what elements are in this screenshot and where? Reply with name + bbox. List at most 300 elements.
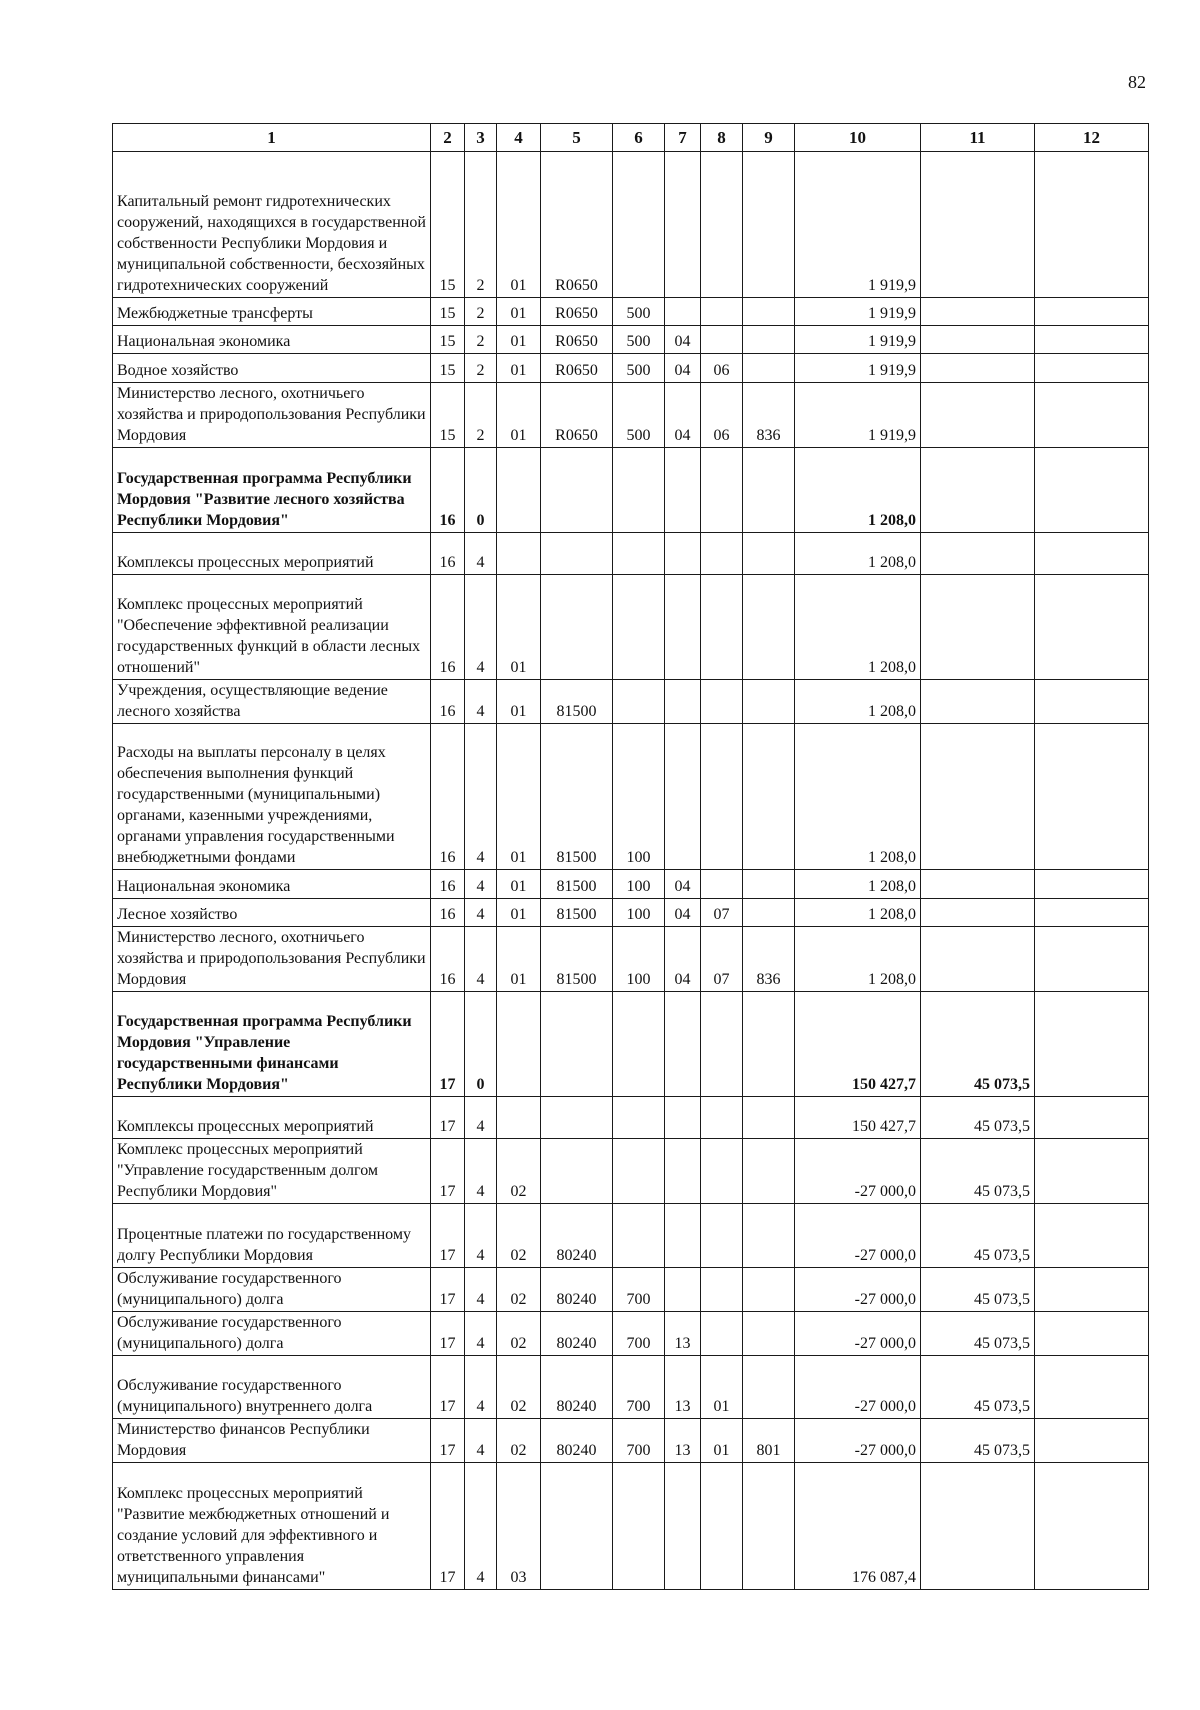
subsection-cell [701,575,743,680]
page-number: 82 [1128,72,1146,92]
subsection-cell [701,533,743,575]
amount-cell: -27 000,0 [795,1419,921,1463]
amount-cell: -27 000,0 [795,1312,921,1356]
row-name-cell: Учреждения, осуществляющие ведение лесного хозяйства [113,680,431,724]
ministry-code-cell [743,1312,795,1356]
amount-cell: 1 208,0 [795,899,921,927]
table-row [113,1419,1149,1463]
amount-2-cell: 45 073,5 [921,1139,1035,1204]
amount-cell: 1 919,9 [795,326,921,354]
section-cell [665,724,701,870]
subsection-cell: 07 [701,927,743,992]
program-code-cell: 17 [431,1204,465,1268]
subprogram-code-cell: 4 [465,680,497,724]
amount-3-cell [1035,680,1149,724]
section-cell: 04 [665,326,701,354]
direction-code-cell [541,1139,613,1204]
subsection-cell [701,870,743,899]
subsection-cell [701,298,743,326]
subprogram-code-cell: 4 [465,870,497,899]
direction-code-cell [541,992,613,1097]
expense-type-cell [613,1097,665,1139]
table-row [113,1139,1149,1204]
program-code-cell: 17 [431,1463,465,1590]
complex-code-cell: 02 [497,1268,541,1312]
subsection-cell: 07 [701,899,743,927]
complex-code-cell: 02 [497,1139,541,1204]
amount-2-cell: 45 073,5 [921,1268,1035,1312]
expense-type-cell: 700 [613,1312,665,1356]
amount-cell: -27 000,0 [795,1204,921,1268]
table-row [113,992,1149,1097]
expense-type-cell [613,152,665,298]
column-header: 11 [921,124,1035,152]
ministry-code-cell [743,575,795,680]
expense-type-cell: 100 [613,724,665,870]
amount-2-cell [921,383,1035,448]
amount-2-cell [921,870,1035,899]
amount-3-cell [1035,354,1149,383]
direction-code-cell [541,1463,613,1590]
row-name-cell: Водное хозяйство [113,354,431,383]
complex-code-cell: 01 [497,724,541,870]
amount-2-cell: 45 073,5 [921,1097,1035,1139]
amount-cell: 150 427,7 [795,1097,921,1139]
row-name-cell: Обслуживание государственного (муниципального) внутреннего долга [113,1356,431,1419]
amount-3-cell [1035,1204,1149,1268]
amount-2-cell [921,927,1035,992]
direction-code-cell: 81500 [541,870,613,899]
complex-code-cell: 01 [497,575,541,680]
table-row [113,927,1149,992]
program-code-cell: 17 [431,1097,465,1139]
subprogram-code-cell: 4 [465,575,497,680]
expense-type-cell [613,575,665,680]
amount-cell: 1 919,9 [795,152,921,298]
table-row [113,383,1149,448]
complex-code-cell: 01 [497,326,541,354]
expense-type-cell [613,1139,665,1204]
amount-3-cell [1035,533,1149,575]
table-row [113,1268,1149,1312]
subsection-cell [701,1312,743,1356]
amount-cell: -27 000,0 [795,1356,921,1419]
subsection-cell: 06 [701,354,743,383]
amount-cell: 1 208,0 [795,927,921,992]
expense-type-cell: 100 [613,927,665,992]
subsection-cell: 01 [701,1356,743,1419]
amount-cell: 176 087,4 [795,1463,921,1590]
row-name-cell: Обслуживание государственного (муниципального) долга [113,1312,431,1356]
ministry-code-cell [743,870,795,899]
complex-code-cell: 01 [497,383,541,448]
subsection-cell [701,326,743,354]
complex-code-cell: 01 [497,298,541,326]
subprogram-code-cell: 2 [465,354,497,383]
complex-code-cell [497,448,541,533]
program-code-cell: 16 [431,680,465,724]
program-code-cell: 15 [431,152,465,298]
table-row [113,448,1149,533]
table-row [113,1097,1149,1139]
complex-code-cell: 01 [497,354,541,383]
direction-code-cell: R0650 [541,152,613,298]
ministry-code-cell [743,1139,795,1204]
row-name-cell: Государственная программа Республики Мордовия "Развитие лесного хозяйства Республики Мордовия" [113,448,431,533]
program-code-cell: 15 [431,354,465,383]
program-code-cell: 17 [431,1356,465,1419]
amount-3-cell [1035,1463,1149,1590]
program-code-cell: 16 [431,927,465,992]
expense-type-cell [613,1463,665,1590]
direction-code-cell: R0650 [541,383,613,448]
program-code-cell: 17 [431,1139,465,1204]
table-row [113,298,1149,326]
subsection-cell [701,152,743,298]
row-name-cell: Межбюджетные трансферты [113,298,431,326]
subsection-cell [701,1463,743,1590]
section-cell [665,992,701,1097]
column-header: 8 [701,124,743,152]
row-name-cell: Государственная программа Республики Мордовия "Управление государственными финансами Республики Мордовия" [113,992,431,1097]
subprogram-code-cell: 4 [465,1268,497,1312]
table-row [113,899,1149,927]
amount-cell: 1 208,0 [795,533,921,575]
subsection-cell: 01 [701,1419,743,1463]
amount-3-cell [1035,1419,1149,1463]
subsection-cell [701,992,743,1097]
complex-code-cell: 03 [497,1463,541,1590]
subsection-cell [701,1139,743,1204]
row-name-cell: Обслуживание государственного (муниципального) долга [113,1268,431,1312]
row-name-cell: Комплекс процессных мероприятий "Обеспечение эффективной реализации государственных функций в области лесных отношений" [113,575,431,680]
row-name-cell: Капитальный ремонт гидротехнических сооружений, находящихся в государственной собственности Республики Мордовия и муниципальной собственности, бесхозяйных гидротехнических сооружений [113,152,431,298]
amount-3-cell [1035,899,1149,927]
subprogram-code-cell: 0 [465,992,497,1097]
table-body [113,152,1149,1590]
table-row [113,1463,1149,1590]
amount-2-cell [921,899,1035,927]
ministry-code-cell [743,326,795,354]
direction-code-cell: 80240 [541,1356,613,1419]
amount-cell: 1 208,0 [795,575,921,680]
expense-type-cell [613,448,665,533]
section-cell: 04 [665,899,701,927]
direction-code-cell: 80240 [541,1312,613,1356]
expense-type-cell: 700 [613,1419,665,1463]
table-row [113,533,1149,575]
budget-table [112,123,1149,1590]
table-row [113,1204,1149,1268]
ministry-code-cell [743,1268,795,1312]
expense-type-cell [613,992,665,1097]
table-row [113,1312,1149,1356]
amount-2-cell [921,533,1035,575]
section-cell [665,1268,701,1312]
amount-2-cell: 45 073,5 [921,1419,1035,1463]
direction-code-cell: 81500 [541,724,613,870]
table-row [113,354,1149,383]
ministry-code-cell [743,680,795,724]
direction-code-cell [541,1097,613,1139]
subsection-cell [701,724,743,870]
program-code-cell: 16 [431,575,465,680]
amount-3-cell [1035,383,1149,448]
row-name-cell: Министерство финансов Республики Мордовия [113,1419,431,1463]
amount-3-cell [1035,724,1149,870]
row-name-cell: Министерство лесного, охотничьего хозяйства и природопользования Республики Мордовия [113,383,431,448]
ministry-code-cell [743,1097,795,1139]
subprogram-code-cell: 4 [465,1139,497,1204]
amount-3-cell [1035,992,1149,1097]
column-header: 5 [541,124,613,152]
expense-type-cell [613,1204,665,1268]
subsection-cell [701,1097,743,1139]
ministry-code-cell [743,533,795,575]
ministry-code-cell [743,448,795,533]
amount-3-cell [1035,927,1149,992]
subprogram-code-cell: 2 [465,326,497,354]
amount-3-cell [1035,1312,1149,1356]
ministry-code-cell [743,298,795,326]
ministry-code-cell [743,992,795,1097]
direction-code-cell: 81500 [541,927,613,992]
amount-2-cell [921,724,1035,870]
subprogram-code-cell: 4 [465,1419,497,1463]
subprogram-code-cell: 4 [465,1463,497,1590]
amount-2-cell [921,1463,1035,1590]
row-name-cell: Комплекс процессных мероприятий "Развитие межбюджетных отношений и создание условий для эффективного и ответственного управления муниципальными финансами" [113,1463,431,1590]
ministry-code-cell [743,724,795,870]
subsection-cell [701,680,743,724]
subprogram-code-cell: 4 [465,927,497,992]
subprogram-code-cell: 2 [465,152,497,298]
amount-2-cell: 45 073,5 [921,1312,1035,1356]
amount-3-cell [1035,298,1149,326]
ministry-code-cell [743,1463,795,1590]
row-name-cell: Комплексы процессных мероприятий [113,533,431,575]
amount-3-cell [1035,1097,1149,1139]
amount-2-cell: 45 073,5 [921,992,1035,1097]
subprogram-code-cell: 2 [465,383,497,448]
subsection-cell [701,1268,743,1312]
section-cell [665,575,701,680]
section-cell: 13 [665,1312,701,1356]
ministry-code-cell [743,899,795,927]
section-cell [665,448,701,533]
row-name-cell: Комплексы процессных мероприятий [113,1097,431,1139]
column-header: 4 [497,124,541,152]
program-code-cell: 16 [431,724,465,870]
ministry-code-cell: 836 [743,383,795,448]
subsection-cell [701,448,743,533]
amount-2-cell [921,448,1035,533]
complex-code-cell [497,1097,541,1139]
section-cell: 04 [665,354,701,383]
complex-code-cell: 01 [497,870,541,899]
subsection-cell: 06 [701,383,743,448]
complex-code-cell: 01 [497,680,541,724]
amount-2-cell [921,152,1035,298]
section-cell: 04 [665,383,701,448]
amount-3-cell [1035,870,1149,899]
amount-3-cell [1035,575,1149,680]
table-row [113,152,1149,298]
program-code-cell: 16 [431,899,465,927]
section-cell: 04 [665,870,701,899]
amount-2-cell [921,680,1035,724]
direction-code-cell [541,575,613,680]
amount-3-cell [1035,152,1149,298]
header-row [113,124,1149,152]
section-cell: 04 [665,927,701,992]
row-name-cell: Комплекс процессных мероприятий "Управление государственным долгом Республики Мордовия" [113,1139,431,1204]
amount-cell: 1 919,9 [795,383,921,448]
direction-code-cell [541,448,613,533]
subprogram-code-cell: 4 [465,1097,497,1139]
ministry-code-cell [743,354,795,383]
program-code-cell: 15 [431,383,465,448]
direction-code-cell: 81500 [541,899,613,927]
table-row [113,326,1149,354]
expense-type-cell: 100 [613,870,665,899]
amount-3-cell [1035,326,1149,354]
amount-3-cell [1035,448,1149,533]
section-cell [665,1139,701,1204]
ministry-code-cell [743,1356,795,1419]
complex-code-cell: 02 [497,1356,541,1419]
program-code-cell: 16 [431,870,465,899]
amount-cell: 1 208,0 [795,448,921,533]
subprogram-code-cell: 4 [465,1312,497,1356]
subprogram-code-cell: 4 [465,1356,497,1419]
column-header: 2 [431,124,465,152]
amount-3-cell [1035,1356,1149,1419]
subprogram-code-cell: 0 [465,448,497,533]
amount-cell: -27 000,0 [795,1139,921,1204]
expense-type-cell: 100 [613,899,665,927]
expense-type-cell [613,680,665,724]
program-code-cell: 17 [431,1312,465,1356]
column-header: 9 [743,124,795,152]
amount-2-cell: 45 073,5 [921,1204,1035,1268]
column-header: 10 [795,124,921,152]
direction-code-cell: R0650 [541,354,613,383]
subprogram-code-cell: 4 [465,724,497,870]
complex-code-cell: 02 [497,1419,541,1463]
amount-cell: 1 208,0 [795,724,921,870]
direction-code-cell: 81500 [541,680,613,724]
amount-cell: 150 427,7 [795,992,921,1097]
amount-cell: -27 000,0 [795,1268,921,1312]
expense-type-cell: 700 [613,1268,665,1312]
row-name-cell: Национальная экономика [113,870,431,899]
subprogram-code-cell: 2 [465,298,497,326]
table-row [113,1356,1149,1419]
amount-3-cell [1035,1139,1149,1204]
direction-code-cell [541,533,613,575]
expense-type-cell: 500 [613,326,665,354]
amount-cell: 1 919,9 [795,354,921,383]
program-code-cell: 16 [431,533,465,575]
table-row [113,724,1149,870]
program-code-cell: 16 [431,448,465,533]
ministry-code-cell [743,1204,795,1268]
subprogram-code-cell: 4 [465,899,497,927]
table-row [113,575,1149,680]
amount-cell: 1 208,0 [795,870,921,899]
section-cell [665,298,701,326]
amount-3-cell [1035,1268,1149,1312]
row-name-cell: Министерство лесного, охотничьего хозяйства и природопользования Республики Мордовия [113,927,431,992]
direction-code-cell: 80240 [541,1268,613,1312]
column-header: 1 [113,124,431,152]
row-name-cell: Расходы на выплаты персоналу в целях обеспечения выполнения функций государственными (муниципальными) органами, казенными учреждениями, органами управления государственными внебюджетными фондами [113,724,431,870]
expense-type-cell: 500 [613,383,665,448]
column-header: 3 [465,124,497,152]
section-cell [665,152,701,298]
row-name-cell: Лесное хозяйство [113,899,431,927]
table-row [113,870,1149,899]
section-cell: 13 [665,1419,701,1463]
ministry-code-cell: 801 [743,1419,795,1463]
program-code-cell: 17 [431,992,465,1097]
amount-cell: 1 208,0 [795,680,921,724]
amount-2-cell [921,326,1035,354]
amount-2-cell [921,298,1035,326]
complex-code-cell: 01 [497,152,541,298]
complex-code-cell: 01 [497,899,541,927]
program-code-cell: 15 [431,298,465,326]
column-header: 12 [1035,124,1149,152]
section-cell [665,1097,701,1139]
subprogram-code-cell: 4 [465,1204,497,1268]
direction-code-cell: 80240 [541,1204,613,1268]
section-cell [665,680,701,724]
complex-code-cell: 01 [497,927,541,992]
column-header: 7 [665,124,701,152]
direction-code-cell: R0650 [541,298,613,326]
expense-type-cell: 500 [613,298,665,326]
expense-type-cell [613,533,665,575]
ministry-code-cell: 836 [743,927,795,992]
amount-cell: 1 919,9 [795,298,921,326]
row-name-cell: Процентные платежи по государственному долгу Республики Мордовия [113,1204,431,1268]
direction-code-cell: R0650 [541,326,613,354]
table-row [113,680,1149,724]
expense-type-cell: 500 [613,354,665,383]
section-cell [665,533,701,575]
amount-2-cell: 45 073,5 [921,1356,1035,1419]
subsection-cell [701,1204,743,1268]
row-name-cell: Национальная экономика [113,326,431,354]
program-code-cell: 17 [431,1419,465,1463]
program-code-cell: 15 [431,326,465,354]
section-cell: 13 [665,1356,701,1419]
complex-code-cell: 02 [497,1204,541,1268]
subprogram-code-cell: 4 [465,533,497,575]
amount-2-cell [921,354,1035,383]
amount-2-cell [921,575,1035,680]
expense-type-cell: 700 [613,1356,665,1419]
program-code-cell: 17 [431,1268,465,1312]
complex-code-cell [497,992,541,1097]
complex-code-cell: 02 [497,1312,541,1356]
section-cell [665,1463,701,1590]
column-header: 6 [613,124,665,152]
direction-code-cell: 80240 [541,1419,613,1463]
ministry-code-cell [743,152,795,298]
